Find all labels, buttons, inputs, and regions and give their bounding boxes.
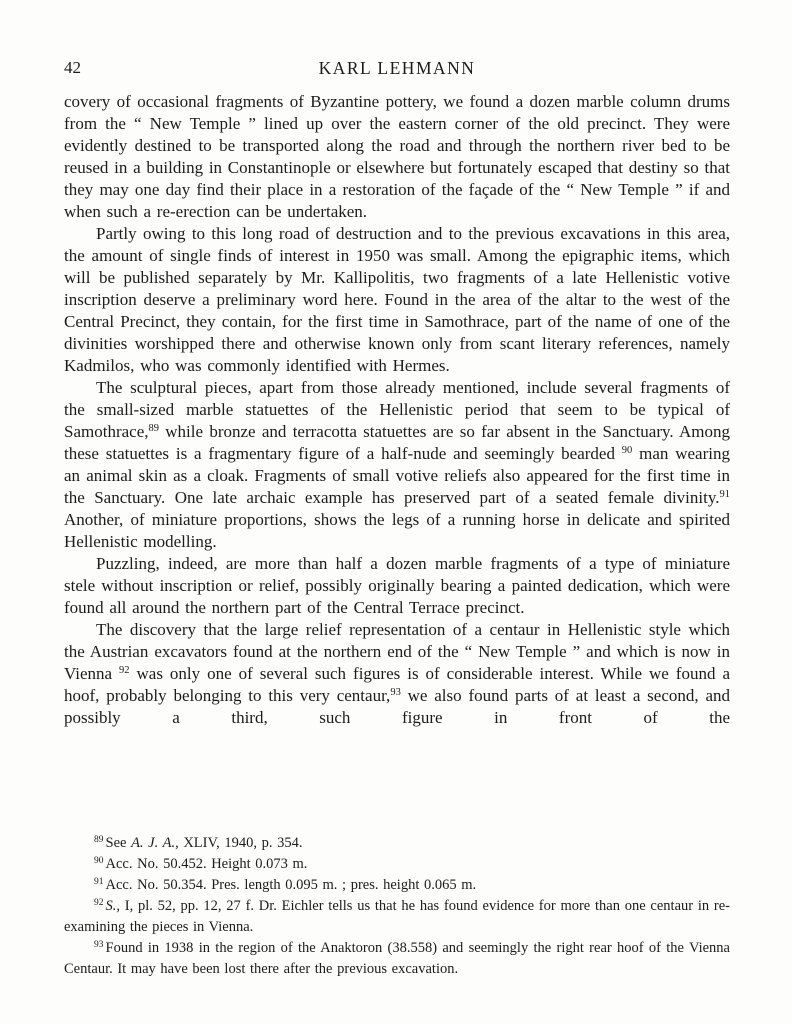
page-number: 42 [64,58,81,77]
text-run: Puzzling, indeed, are more than half a dozen marble fragments of a type of miniature stele without inscription or relief, possibly originally bearing a painted dedication, which were found all around the northern part of the Central Terrace precinct. [64,554,730,617]
text-run: Acc. No. 50.354. Pres. length 0.095 m. ; pres. height 0.065 m. [105,877,477,893]
paragraph [64,223,730,377]
footnote-ref: 90 [621,445,633,456]
footnote-number: 91 [94,877,104,887]
footnote [64,938,730,980]
text-run: The discovery that the large relief representation of a centaur in Hellenistic style which the Austrian excavators found at the northern end of the “ New Temple ” and which is now in Vienna [64,620,730,683]
text-run: Found in 1938 in the region of the Anaktoron (38.558) and seemingly the right rear hoof of the Vienna Centaur. It may have been lost there after the previous excavation. [64,940,730,977]
text-run: covery of occasional fragments of Byzantine pottery, we found a dozen marble column drums from the “ New Temple ” lined up over the eastern corner of the old precinct. They were evidently destined to be transported along the road and through the northern river bed to be reused in a building in Constantinople or elsewhere but fortunately escaped that destiny so that they may one day find their place in a restoration of the façade of the “ New Temple ” if and when such a re-erection can be undertaken. [64,92,730,221]
paragraph [64,553,730,619]
footnote [64,854,730,875]
article-body [64,91,730,729]
text-run: while bronze and terracotta statuettes are so far absent in the Sanctuary. Among these statuettes is a fragmentary figure of a half-nude and seemingly bearded [64,422,730,463]
text-run: , I, pl. 52, pp. 12, 27 f. Dr. Eichler tells us that he has found evidence for more than one centaur in re-examining the pieces in Vienna. [64,898,730,935]
text-run: man wearing an animal skin as a cloak. Fragments of small votive reliefs also appeared for the first time in the Sanctuary. One late archaic example has preserved part of a seated female divinity. [64,444,730,507]
text-run: A. J. A. [131,835,176,851]
text-run: See [105,835,132,851]
paragraph [64,619,730,729]
text-run: Partly owing to this long road of destruction and to the previous excavations in this area, the amount of single finds of interest in 1950 was small. Among the epigraphic items, which will be published separately by Mr. Kallipolitis, two fragments of a late Hellenistic votive inscription deserve a preliminary word here. Found in the area of the altar to the west of the Central Precinct, they contain, for the first time in Samothrace, part of the name of one of the divinities worshipped there and otherwise known only from scant literary references, namely Kadmilos, who was commonly identified with Hermes. [64,224,730,375]
page-header [64,57,730,79]
text-run: was only one of several such figures is of considerable interest. While we found a hoof, probably belonging to this very centaur, [64,664,730,705]
running-head: KARL LEHMANN [318,58,476,78]
text-run: The sculptural pieces, apart from those already mentioned, include several fragments of the small-sized marble statuettes of the Hellenistic period that seem to be typical of Samothrace, [64,378,730,441]
text-run: S. [105,898,117,914]
footnote [64,833,730,854]
footnote-number: 93 [94,940,104,950]
footnote-ref: 92 [119,665,130,676]
footnote-ref: 93 [390,687,401,698]
footnote-number: 92 [94,898,104,908]
text-run: Acc. No. 50.452. Height 0.073 m. [105,856,308,872]
footnote [64,875,730,896]
footnote [64,896,730,938]
text-run: we also found parts of at least a second, and possibly a third, such figure in front of the [64,686,730,727]
footnote-ref: 89 [148,423,159,434]
text-run: , XLIV, 1940, p. 354. [175,835,303,851]
paragraph [64,91,730,223]
footnote-number: 89 [94,835,104,845]
text-run: Another, of miniature proportions, shows the legs of a running horse in delicate and spirited Hellenistic modelling. [64,510,730,551]
footnote-number: 90 [94,856,104,866]
paragraph [64,377,730,553]
footnote-ref: 91 [719,489,730,500]
footnotes [64,833,730,980]
